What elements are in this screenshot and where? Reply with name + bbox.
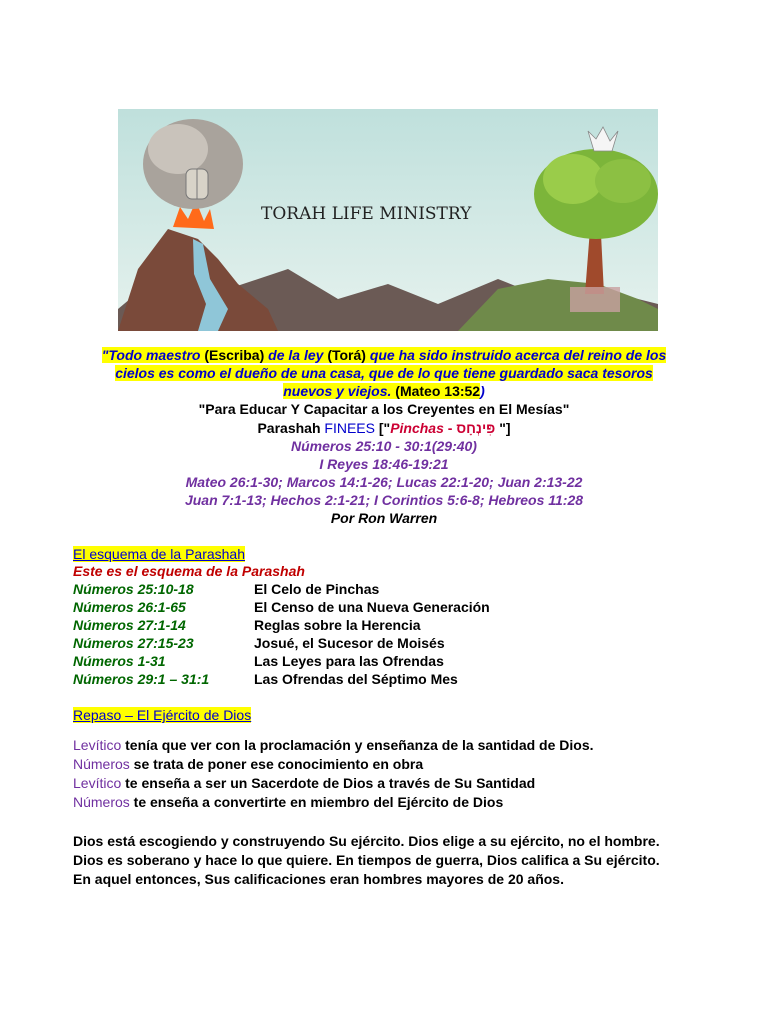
outline-reference: Números 27:15-23 <box>73 635 194 651</box>
outline-description: Reglas sobre la Herencia <box>254 617 421 633</box>
quote-part-1: "Todo maestro <box>101 347 201 363</box>
outline-reference: Números 27:1-14 <box>73 617 186 633</box>
author: Por Ron Warren <box>330 510 438 526</box>
quote-part-3: de la ley <box>268 347 324 363</box>
paragraph-line: Dios está escogiendo y construyendo Su ejército. Dios elige a su ejército, no el hombre. <box>73 833 660 849</box>
paragraph-line: En aquel entonces, Sus calificaciones eran hombres mayores de 20 años. <box>73 871 564 887</box>
outline-reference: Números 29:1 – 31:1 <box>73 671 210 687</box>
review-book: Levítico <box>73 737 122 753</box>
parashah-name: FINEES <box>324 420 375 436</box>
outline-reference: Números 25:10-18 <box>73 581 194 597</box>
parashah-title: Parashah FINEES ["Pinchas - פִּינְחָס "] <box>257 420 511 436</box>
review-book: Levítico <box>73 775 122 791</box>
outline-heading: El esquema de la Parashah <box>73 546 245 562</box>
hebrew-name: פִּינְחָס <box>456 420 496 436</box>
outline-reference: Números 1-31 <box>73 653 166 669</box>
review-text: te enseña a ser un Sacerdote de Dios a través de Su Santidad <box>121 775 536 791</box>
review-heading: Repaso – El Ejército de Dios <box>73 707 252 723</box>
torah-reference: Números 25:10 - 30:1(29:40) <box>291 438 477 454</box>
opening-quote <box>0 346 768 364</box>
outline-description: El Celo de Pinchas <box>254 581 380 597</box>
outline-reference: Números 26:1-65 <box>73 599 186 615</box>
review-text: se trata de poner ese conocimiento en obra <box>129 756 424 772</box>
quote-part-5: que ha sido instruido acerca del reino de los <box>369 347 667 363</box>
haftarah-reference: I Reyes 18:46-19:21 <box>319 456 449 472</box>
outline-description: Josué, el Sucesor de Moisés <box>254 635 445 651</box>
quote-part-4: (Torá) <box>327 347 366 363</box>
review-text: tenía que ver con la proclamación y enseñanza de la santidad de Dios. <box>121 737 594 753</box>
review-line <box>73 793 503 811</box>
banner-image <box>118 109 658 331</box>
quote-line-3: nuevos y viejos. (Mateo 13:52) <box>283 383 485 399</box>
review-book: Números <box>73 794 130 810</box>
paragraph-line: Dios es soberano y hace lo que quiere. En tiempos de guerra, Dios califica a Su ejército. <box>73 852 660 868</box>
review-line <box>73 774 535 792</box>
quote-part-2: (Escriba) <box>204 347 265 363</box>
brit-reference-2: Juan 7:1-13; Hechos 2:1-21; I Corintios 5:6-8; Hebreos 11:28 <box>184 492 584 508</box>
quote-line-2: cielos es como el dueño de una casa, que de lo que tiene guardado saca tesoros <box>115 365 653 381</box>
outline-description: Las Ofrendas del Séptimo Mes <box>254 671 458 687</box>
review-paragraph <box>73 832 733 889</box>
banner-illustration <box>118 109 658 331</box>
review-line <box>73 755 423 773</box>
outline-subheading: Este es el esquema de la Parashah <box>73 563 305 579</box>
review-text: te enseña a convertirte en miembro del Ejército de Dios <box>129 794 504 810</box>
motto: "Para Educar Y Capacitar a los Creyentes en El Mesías" <box>198 401 570 417</box>
banner-title: TORAH LIFE MINISTRY <box>261 204 472 224</box>
review-line <box>73 736 594 754</box>
outline-description: El Censo de una Nueva Generación <box>254 599 490 615</box>
outline-description: Las Leyes para las Ofrendas <box>254 653 444 669</box>
review-book: Números <box>73 756 130 772</box>
brit-reference-1: Mateo 26:1-30; Marcos 14:1-26; Lucas 22:1-20; Juan 2:13-22 <box>185 474 583 490</box>
